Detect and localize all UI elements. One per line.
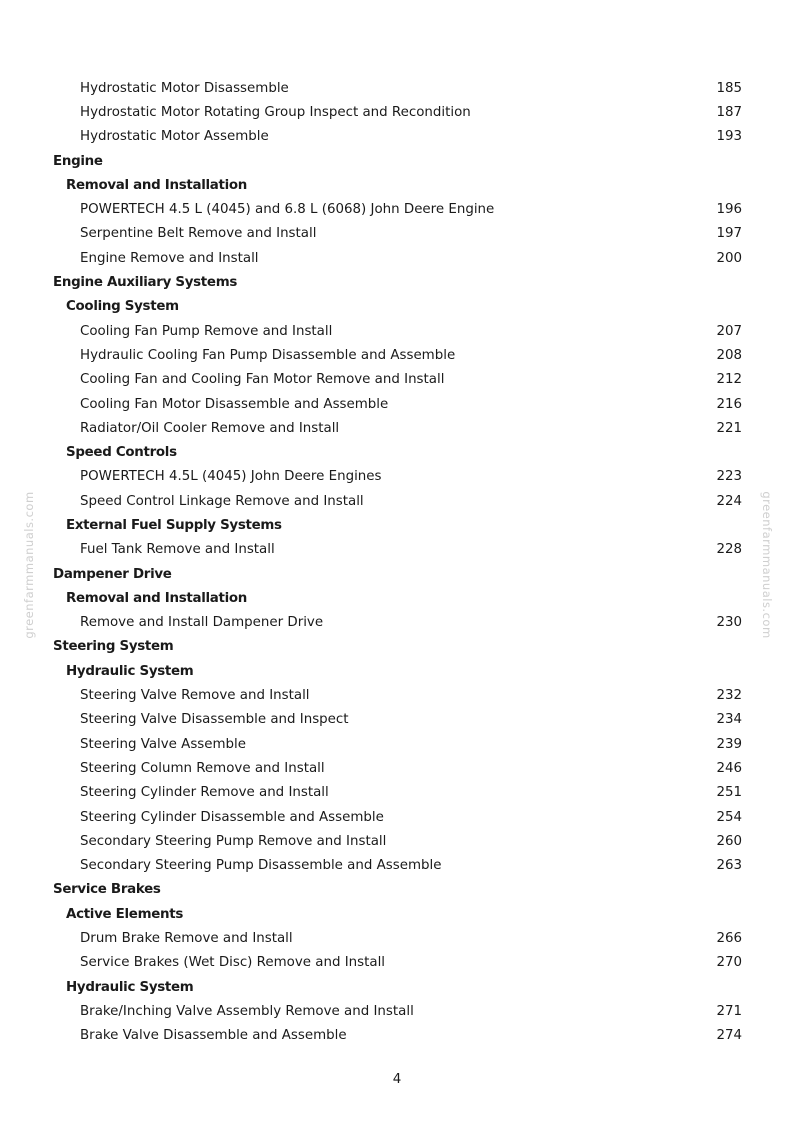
toc-section-heading (53, 270, 742, 294)
toc-entry-page: 216 (716, 396, 742, 412)
toc-entry[interactable] (53, 708, 742, 732)
toc-entry[interactable] (53, 926, 742, 950)
toc-entry-page: 207 (716, 323, 742, 339)
toc-subsection-heading (53, 295, 742, 319)
toc-entry-title: Hydrostatic Motor Rotating Group Inspect and Recondition (80, 104, 471, 120)
toc-entry[interactable] (53, 538, 742, 562)
toc-entry-title: Drum Brake Remove and Install (80, 931, 293, 947)
toc-entry[interactable] (53, 781, 742, 805)
toc-entry-page: 224 (716, 493, 742, 509)
toc-entry-title: Secondary Steering Pump Remove and Install (80, 833, 387, 849)
toc-entry-title: POWERTECH 4.5 L (4045) and 6.8 L (6068) John Deere Engine (80, 202, 495, 218)
toc-section-heading (53, 562, 742, 586)
toc-entry-title: Engine Remove and Install (80, 250, 259, 266)
toc-entry-title: Hydraulic Cooling Fan Pump Disassemble and Assemble (80, 347, 456, 363)
toc-entry-page: 193 (716, 129, 742, 145)
toc-entry[interactable] (53, 416, 742, 440)
toc-entry-page: 246 (716, 760, 742, 776)
toc-entry[interactable] (53, 756, 742, 780)
toc-entry-title: Radiator/Oil Cooler Remove and Install (80, 420, 340, 436)
toc-subsection-heading (53, 440, 742, 464)
toc-entry-title: Serpentine Belt Remove and Install (80, 226, 317, 242)
toc-entry-page: 196 (716, 202, 742, 218)
toc-entry[interactable] (53, 76, 742, 100)
toc-entry[interactable] (53, 246, 742, 270)
toc-subsection-heading (53, 975, 742, 999)
toc-entry-title: Steering Cylinder Disassemble and Assemble (80, 809, 384, 825)
toc-entry-title: Brake Valve Disassemble and Assemble (80, 1028, 347, 1044)
watermark-right: greenfarmmanuals.com (760, 491, 774, 639)
toc-entry-title: External Fuel Supply Systems (66, 517, 282, 533)
toc-entry-title: Engine Auxiliary Systems (53, 275, 238, 291)
toc-entry-title: Cooling Fan Pump Remove and Install (80, 323, 333, 339)
toc-subsection-heading (53, 513, 742, 537)
toc-entry-title: Dampener Drive (53, 566, 172, 582)
toc-entry-page: 251 (716, 785, 742, 801)
toc-entry-page: 254 (716, 809, 742, 825)
toc-subsection-heading (53, 586, 742, 610)
toc-entry[interactable] (53, 1024, 742, 1048)
toc-entry-page: 221 (716, 420, 742, 436)
toc-entry[interactable] (53, 465, 742, 489)
toc-entry-page: 228 (716, 542, 742, 558)
toc-entry[interactable] (53, 489, 742, 513)
toc-entry-page: 274 (716, 1028, 742, 1044)
toc-entry-page: 232 (716, 688, 742, 704)
toc-entry-title: POWERTECH 4.5L (4045) John Deere Engines (80, 469, 382, 485)
toc-entry-page: 200 (716, 250, 742, 266)
toc-entry-title: Steering Column Remove and Install (80, 760, 325, 776)
toc-entry-title: Cooling Fan Motor Disassemble and Assemble (80, 396, 389, 412)
toc-entry[interactable] (53, 683, 742, 707)
toc-entry[interactable] (53, 125, 742, 149)
toc-entry-title: Steering Valve Disassemble and Inspect (80, 712, 349, 728)
toc-entry-page: 234 (716, 712, 742, 728)
toc-entry-title: Speed Control Linkage Remove and Install (80, 493, 364, 509)
toc-subsection-heading (53, 659, 742, 683)
toc-entry[interactable] (53, 951, 742, 975)
toc-entry-title: Steering Cylinder Remove and Install (80, 785, 329, 801)
toc-entry-title: Secondary Steering Pump Disassemble and Assemble (80, 858, 442, 874)
toc-entry-title: Hydraulic System (66, 979, 194, 995)
toc-entry-page: 271 (716, 1003, 742, 1019)
toc-entry-title: Speed Controls (66, 445, 177, 461)
toc-entry[interactable] (53, 611, 742, 635)
toc-entry-page: 239 (716, 736, 742, 752)
toc-entry-title: Service Brakes (53, 882, 161, 898)
toc-entry[interactable] (53, 732, 742, 756)
toc-subsection-heading (53, 173, 742, 197)
toc-entry-title: Active Elements (66, 906, 184, 922)
toc-entry-title: Hydrostatic Motor Assemble (80, 129, 269, 145)
toc-entry[interactable] (53, 100, 742, 124)
toc-entry[interactable] (53, 999, 742, 1023)
toc-entry-title: Brake/Inching Valve Assembly Remove and Install (80, 1003, 414, 1019)
toc-entry[interactable] (53, 392, 742, 416)
toc-entry-title: Hydraulic System (66, 663, 194, 679)
watermark-left: greenfarmmanuals.com (22, 491, 36, 639)
toc-entry-page: 263 (716, 858, 742, 874)
table-of-contents (53, 76, 742, 1048)
toc-entry-title: Remove and Install Dampener Drive (80, 615, 324, 631)
toc-entry-title: Steering Valve Assemble (80, 736, 247, 752)
toc-entry-page: 212 (716, 372, 742, 388)
toc-entry-page: 230 (716, 615, 742, 631)
toc-section-heading (53, 149, 742, 173)
toc-entry-title: Cooling Fan and Cooling Fan Motor Remove and Install (80, 372, 445, 388)
toc-entry[interactable] (53, 805, 742, 829)
toc-entry-title: Hydrostatic Motor Disassemble (80, 80, 289, 96)
toc-entry[interactable] (53, 368, 742, 392)
toc-entry-page: 260 (716, 833, 742, 849)
toc-entry-page: 270 (716, 955, 742, 971)
toc-section-heading (53, 635, 742, 659)
toc-entry-title: Engine (53, 153, 103, 169)
toc-entry-title: Cooling System (66, 299, 179, 315)
toc-entry-title: Service Brakes (Wet Disc) Remove and Install (80, 955, 386, 971)
toc-entry[interactable] (53, 319, 742, 343)
toc-entry-page: 266 (716, 931, 742, 947)
toc-entry-page: 197 (716, 226, 742, 242)
toc-entry[interactable] (53, 222, 742, 246)
toc-subsection-heading (53, 902, 742, 926)
toc-entry[interactable] (53, 197, 742, 221)
toc-entry-title: Steering System (53, 639, 174, 655)
toc-entry-title: Removal and Installation (66, 177, 248, 193)
toc-entry-title: Fuel Tank Remove and Install (80, 542, 275, 558)
toc-entry-page: 185 (716, 80, 742, 96)
toc-entry-page: 223 (716, 469, 742, 485)
page-number: 4 (392, 1072, 402, 1087)
toc-entry-page: 187 (716, 104, 742, 120)
toc-entry[interactable] (53, 829, 742, 853)
toc-entry-title: Steering Valve Remove and Install (80, 688, 310, 704)
toc-entry-title: Removal and Installation (66, 590, 248, 606)
toc-entry-page: 208 (716, 347, 742, 363)
toc-entry[interactable] (53, 343, 742, 367)
toc-entry[interactable] (53, 854, 742, 878)
toc-section-heading (53, 878, 742, 902)
